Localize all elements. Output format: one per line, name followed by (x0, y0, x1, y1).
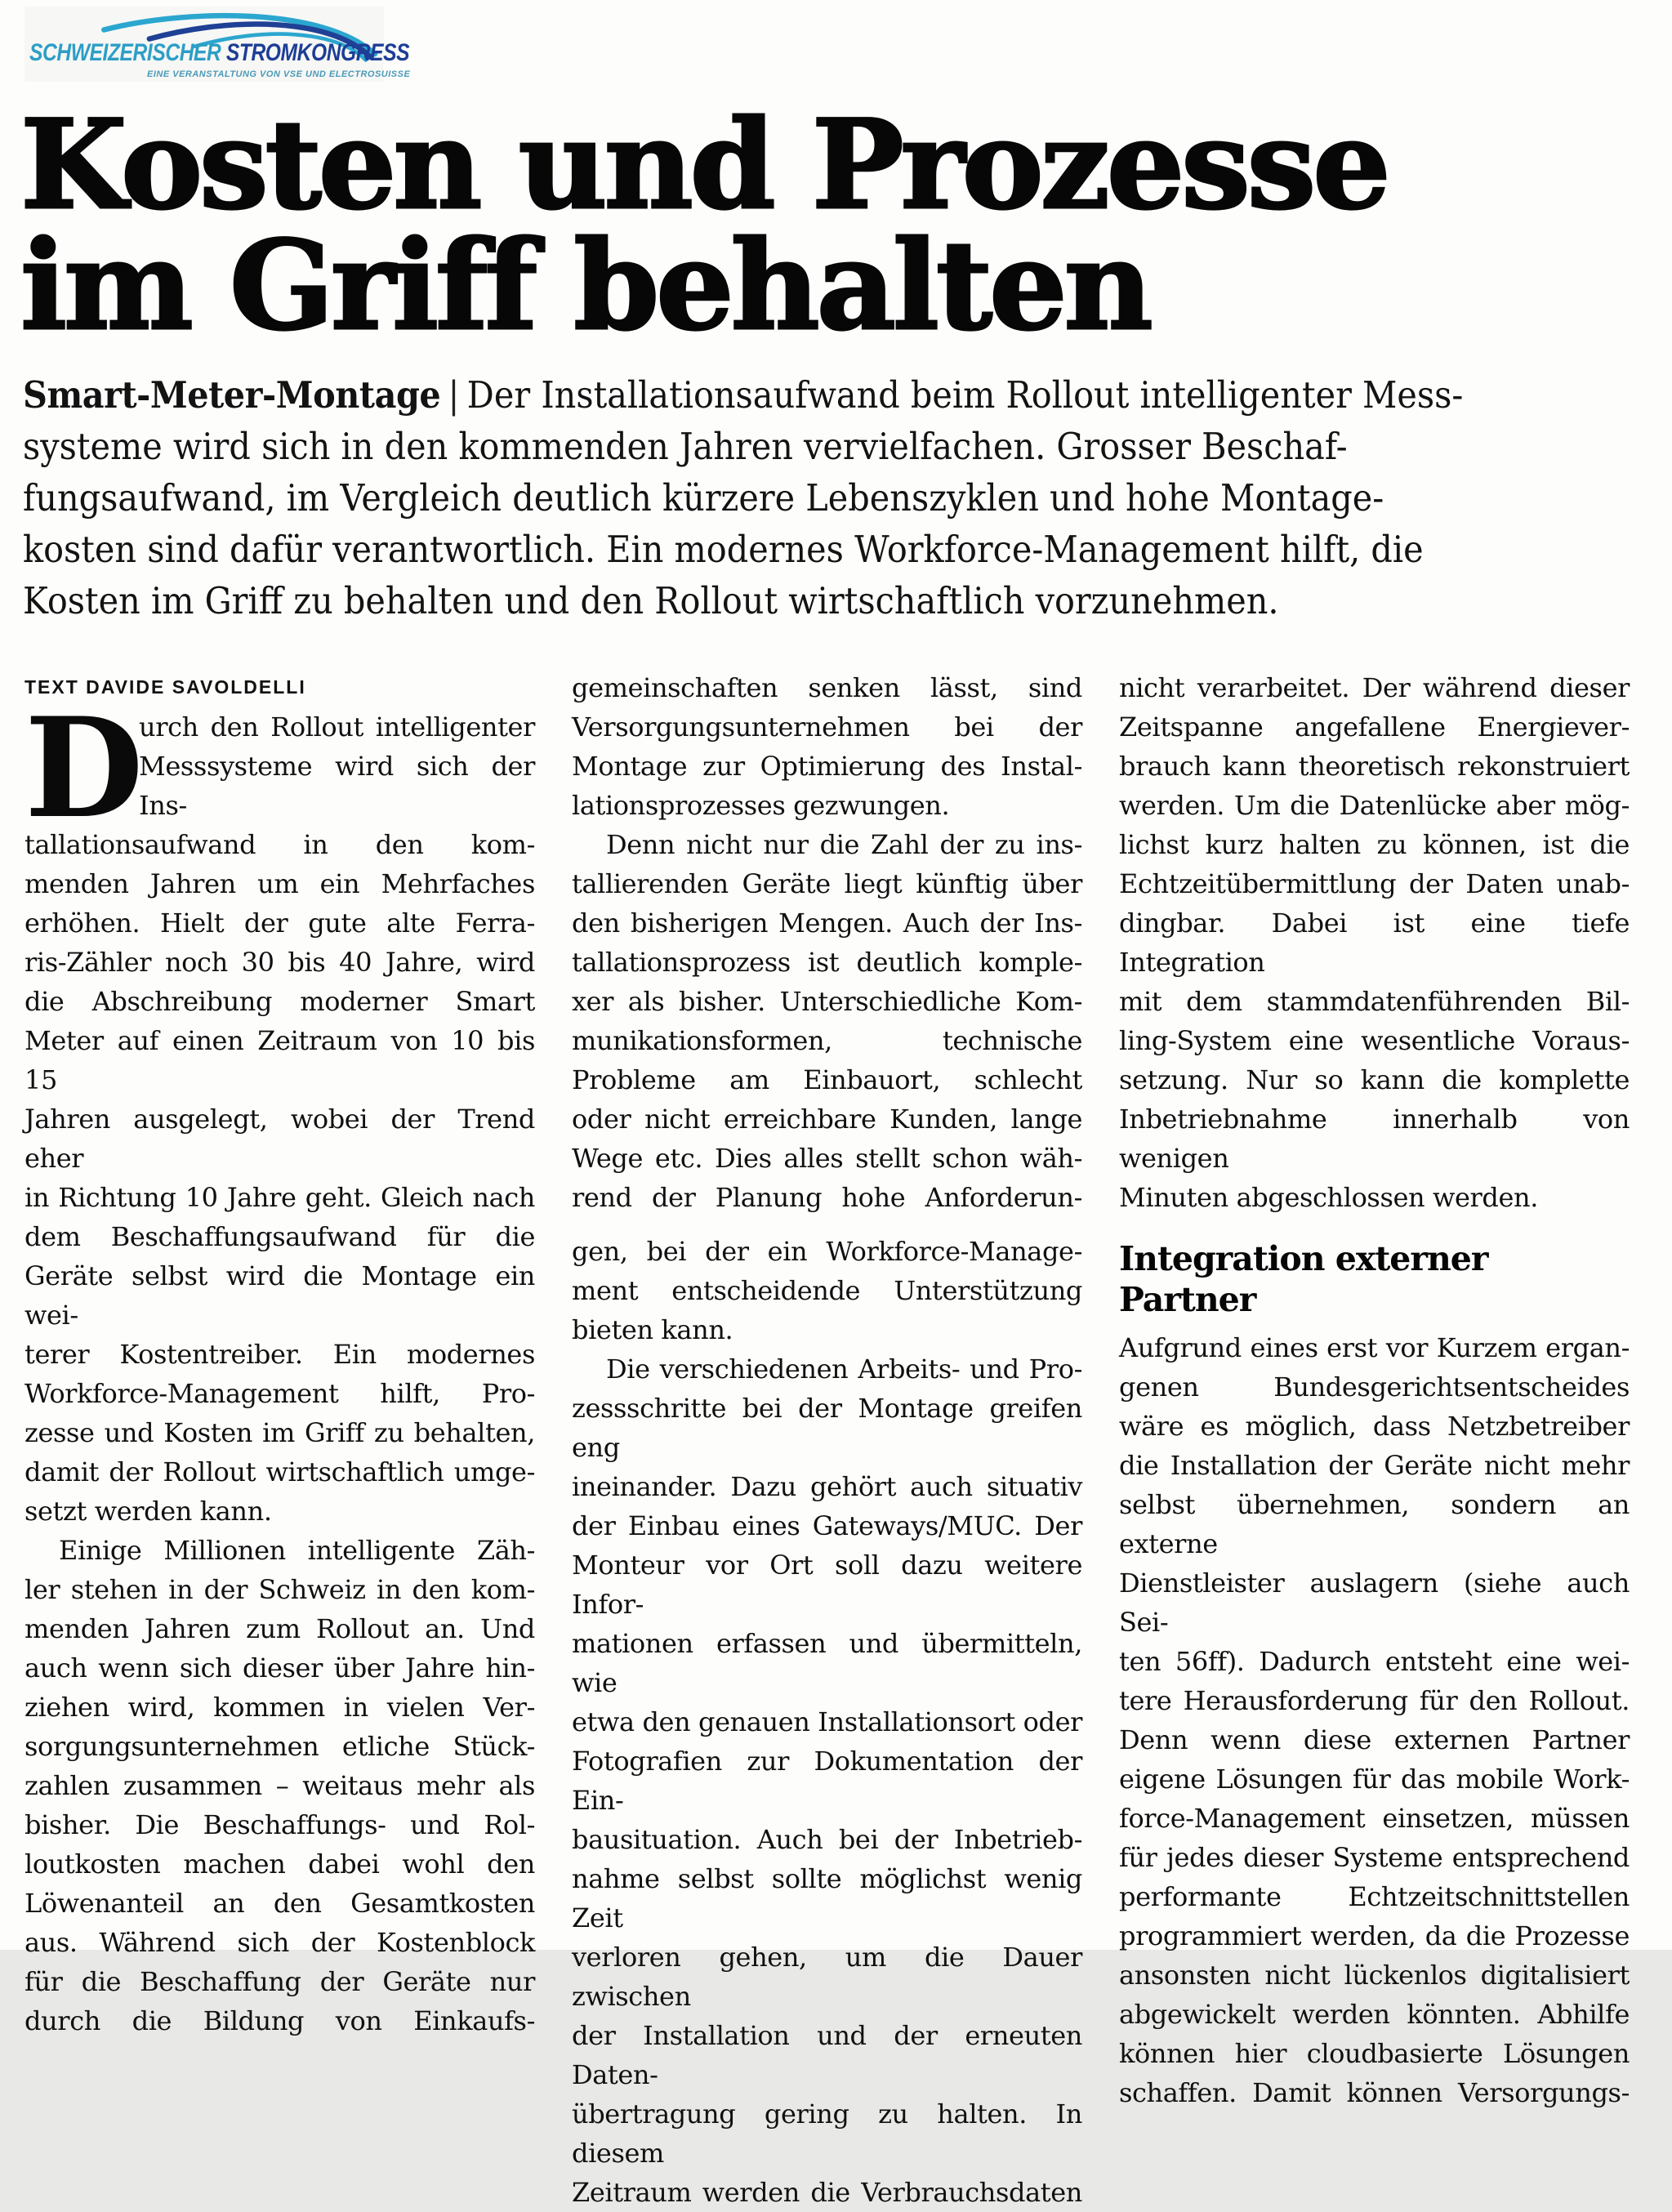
body-line: performante Echtzeitschnittstellen (1119, 1881, 1630, 1912)
body-line: können hier cloudbasierte Lösungen (1119, 2038, 1630, 2069)
standfirst (23, 369, 1463, 627)
body-line: Montage zur Optimierung des Instal- (572, 751, 1082, 782)
kicker-separator: | (448, 373, 460, 417)
body-line: nahme selbst sollte möglichst wenig Zeit (572, 1863, 1082, 1933)
standfirst-line: fungsaufwand, im Vergleich deutlich kürzere Lebenszyklen und hohe Montage- (23, 476, 1384, 520)
body-line: etwa den genauen Installationsort oder (572, 1706, 1083, 1737)
body-line: Einige Millionen intelligente Zäh- (59, 1535, 535, 1566)
body-line: Messsysteme wird sich der Ins- (139, 751, 535, 821)
headline-line-1: Kosten und Prozesse (20, 93, 1388, 237)
body-line: programmiert werden, da die Prozesse (1119, 1920, 1630, 1951)
body-line: lationsprozesses gezwungen. (572, 790, 950, 821)
body-line: mationen erfassen und übermitteln, wie (572, 1628, 1082, 1698)
body-line: bisher. Die Beschaffungs- und Rol- (25, 1809, 535, 1840)
body-line: bausituation. Auch bei der Inbetrieb- (572, 1824, 1082, 1855)
body-line: ris-Zähler noch 30 bis 40 Jahre, wird (25, 947, 535, 978)
body-line: der Installation und der erneuten Daten- (572, 2020, 1082, 2090)
body-line: übertragung gering zu halten. In diesem (572, 2098, 1082, 2169)
body-line: erhöhen. Hielt der gute alte Ferra- (25, 908, 535, 939)
body-line: Löwenanteil an den Gesamtkosten (25, 1888, 535, 1919)
body-line: urch den Rollout intelligenter (139, 711, 535, 743)
body-line: Inbetriebnahme innerhalb von wenigen (1119, 1104, 1630, 1174)
body-line: abgewickelt werden könnten. Abhilfe (1119, 1999, 1630, 2030)
body-line: ziehen wird, kommen in vielen Ver- (25, 1692, 535, 1723)
body-line: brauch kann theoretisch rekonstruiert (1119, 751, 1630, 782)
headline-line-2: im Griff behalten (20, 214, 1150, 358)
body-line: menden Jahren zum Rollout an. Und (25, 1613, 535, 1644)
standfirst-line: Smart-Meter-Montage | Der Installationsaufwand beim Rollout intelligenter Mess- (23, 373, 1464, 417)
body-line: eigene Lösungen für das mobile Work- (1119, 1764, 1630, 1795)
body-line: den bisherigen Mengen. Auch der Ins- (572, 908, 1082, 939)
body-line: verloren gehen, um die Dauer zwischen (572, 1942, 1082, 2012)
column-3 (1119, 668, 1630, 2112)
body-line: ansonsten nicht lückenlos digitalisiert (1119, 1960, 1630, 1991)
body-line: damit der Rollout wirtschaftlich umge- (25, 1456, 535, 1487)
standfirst-line: Kosten im Griff zu behalten und den Rollout wirtschaftlich vorzunehmen. (23, 579, 1279, 622)
body-line: Monteur vor Ort soll dazu weitere Infor- (572, 1550, 1082, 1620)
stromkongress-logo (25, 7, 411, 82)
kicker: Smart-Meter-Montage (23, 373, 441, 417)
body-line: Die verschiedenen Arbeits- und Pro- (606, 1354, 1082, 1385)
body-line: tallierenden Geräte liegt künftig über (572, 868, 1082, 899)
body-line: auch wenn sich dieser über Jahre hin- (25, 1652, 535, 1684)
body-line: setzt werden kann. (25, 1496, 272, 1527)
article-columns (25, 668, 1630, 2212)
section-subhead: Integration externer Partner (1119, 1239, 1488, 1319)
body-line: ler stehen in der Schweiz in den kom- (25, 1574, 535, 1605)
body-line: Versorgungsunternehmen bei der (572, 711, 1082, 743)
body-line: Denn nicht nur die Zahl der zu ins- (606, 829, 1082, 860)
column-2 (572, 668, 1082, 2212)
body-line: mit dem stammdatenführenden Bil- (1119, 986, 1630, 1017)
body-line: lichst kurz halten zu können, ist die (1119, 829, 1630, 860)
body-line: terer Kostentreiber. Ein modernes (25, 1339, 535, 1370)
body-line: ten 56ff). Dadurch entsteht eine wei- (1119, 1646, 1630, 1677)
body-line: Jahren ausgelegt, wobei der Trend eher (25, 1104, 535, 1174)
body-line: oder nicht erreichbare Kunden, lange (572, 1104, 1082, 1135)
logo-wordmark (29, 39, 409, 67)
byline: TEXT DAVIDE SAVOLDELLI (25, 676, 306, 698)
body-line: Zeitraum werden die Verbrauchsdaten (572, 2177, 1082, 2208)
standfirst-line: kosten sind dafür verantwortlich. Ein modernes Workforce-Management hilft, die (23, 528, 1424, 571)
body-line: selbst übernehmen, sondern an externe (1119, 1489, 1630, 1559)
body-line: für die Beschaffung der Geräte nur (25, 1966, 535, 1997)
body-line: ment entscheidende Unterstützung (572, 1275, 1082, 1306)
body-line: die Abschreibung moderner Smart (25, 986, 535, 1017)
body-line: sorgungsunternehmen etliche Stück- (25, 1731, 535, 1762)
body-line: Fotografien zur Dokumentation der Ein- (572, 1746, 1082, 1816)
body-line: die Installation der Geräte nicht mehr (1119, 1450, 1630, 1481)
body-line: für jedes dieser Systeme entsprechend (1119, 1842, 1630, 1873)
body-line: dem Beschaffungsaufwand für die (25, 1221, 535, 1252)
body-line: Probleme am Einbauort, schlecht (572, 1064, 1082, 1095)
logo-word-schweizerischer: SCHWEIZERISCHER (29, 39, 221, 66)
body-line: setzung. Nur so kann die komplette (1119, 1064, 1630, 1095)
logo-tagline: EINE VERANSTALTUNG VON VSE UND ELECTROSUISSE (147, 69, 411, 79)
body-line: gen, bei der ein Workforce-Manage- (572, 1236, 1082, 1267)
column-1 (25, 668, 535, 2040)
body-line: Wege etc. Dies alles stellt schon wäh- (572, 1143, 1082, 1174)
body-line: ling-System eine wesentliche Voraus- (1119, 1025, 1630, 1056)
body-line: force-Management einsetzen, müssen (1119, 1803, 1630, 1834)
body-line: schaffen. Damit können Versorgungs- (1119, 2077, 1630, 2108)
body-line: Echtzeitübermittlung der Daten unab- (1119, 868, 1630, 899)
body-line: Denn wenn diese externen Partner (1119, 1724, 1630, 1755)
body-line: loutkosten machen dabei wohl den (25, 1849, 535, 1880)
body-line: wäre es möglich, dass Netzbetreiber (1119, 1411, 1630, 1442)
body-line: ineinander. Dazu gehört auch situativ (572, 1471, 1082, 1502)
body-line: zesse und Kosten im Griff zu behalten, (25, 1417, 535, 1448)
body-line: zessschritte bei der Montage greifen eng (572, 1393, 1082, 1463)
dropcap-letter: D (25, 687, 144, 849)
logo-word-stromkongress: STROMKONGRESS (225, 39, 410, 66)
body-line: genen Bundesgerichtsentscheides (1119, 1371, 1630, 1403)
body-line: tallationsaufwand in den kom- (25, 829, 535, 860)
body-line: werden. Um die Datenlücke aber mög- (1119, 790, 1630, 821)
body-line: munikationsformen, technische (572, 1025, 1082, 1056)
body-line: zahlen zusammen – weitaus mehr als (25, 1770, 535, 1801)
body-line: menden Jahren um ein Mehrfaches (25, 868, 535, 899)
standfirst-line: systeme wird sich in den kommenden Jahren vervielfachen. Grosser Beschaf- (23, 425, 1348, 468)
body-line: tallationsprozess ist deutlich komple- (572, 947, 1082, 978)
body-line: durch die Bildung von Einkaufs- (25, 2005, 535, 2036)
body-line: rend der Planung hohe Anforderun- (572, 1182, 1082, 1213)
body-line: xer als bisher. Unterschiedliche Kom- (572, 986, 1082, 1017)
body-line: bieten kann. (572, 1314, 733, 1345)
body-line: Zeitspanne angefallene Energiever- (1119, 711, 1630, 743)
body-line: aus. Während sich der Kostenblock (25, 1927, 535, 1958)
body-line: Dienstleister auslagern (siehe auch Sei- (1119, 1568, 1630, 1638)
article-headline (20, 93, 1388, 358)
body-line: Aufgrund eines erst vor Kurzem ergan- (1119, 1332, 1630, 1363)
body-line: tere Herausforderung für den Rollout. (1119, 1685, 1630, 1716)
body-line: in Richtung 10 Jahre geht. Gleich nach (25, 1182, 535, 1213)
body-line: Meter auf einen Zeitraum von 10 bis 15 (25, 1025, 535, 1095)
body-line: Geräte selbst wird die Montage ein wei- (25, 1260, 535, 1331)
body-line: gemeinschaften senken lässt, sind (572, 672, 1082, 703)
body-line: nicht verarbeitet. Der während dieser (1119, 672, 1630, 703)
body-line: dingbar. Dabei ist eine tiefe Integration (1119, 908, 1630, 978)
body-line: Minuten abgeschlossen werden. (1119, 1182, 1539, 1213)
body-line: Workforce-Management hilft, Pro- (25, 1378, 535, 1409)
body-line: der Einbau eines Gateways/MUC. Der (572, 1510, 1082, 1541)
